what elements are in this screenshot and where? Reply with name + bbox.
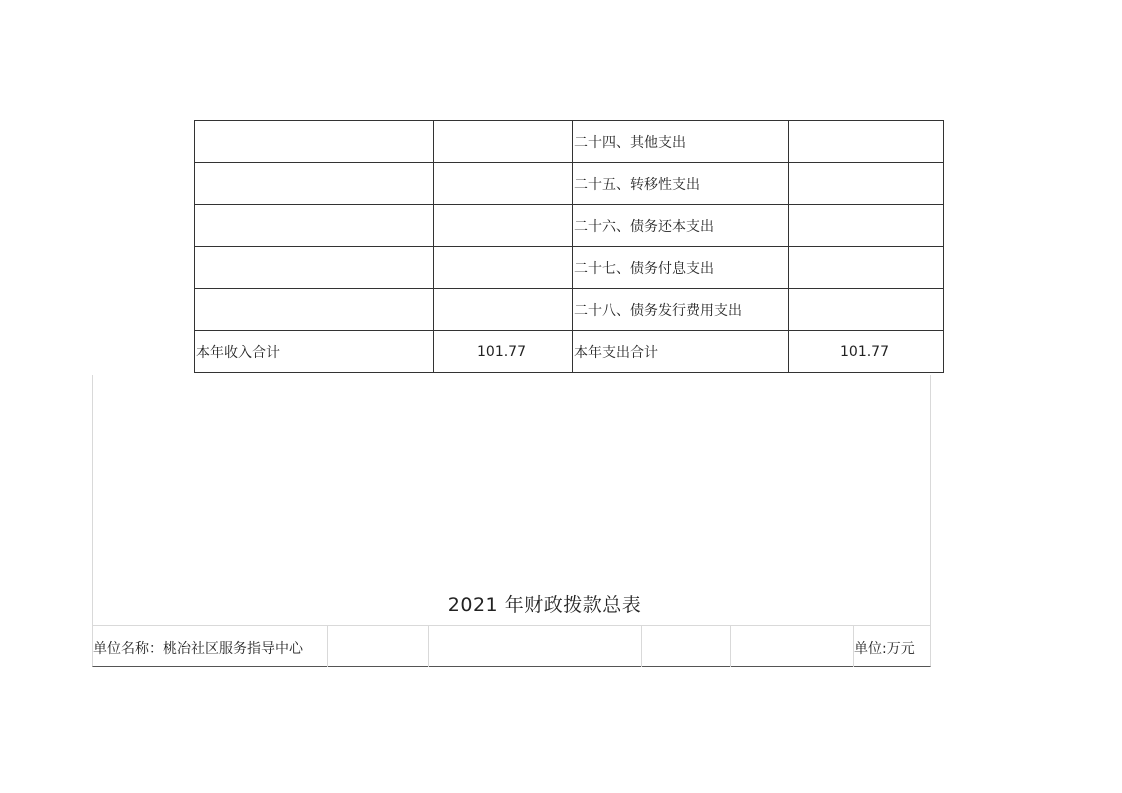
income-total-label: 本年收入合计 [195,331,434,373]
expense-amount-cell [789,205,944,247]
table-row [195,247,944,289]
expense-item-cell: 二十五、转移性支出 [573,163,789,205]
income-item-cell [195,163,434,205]
income-item-cell [195,205,434,247]
header-cell-empty [429,626,642,667]
expense-amount-cell [789,247,944,289]
unit-header-row [92,625,931,667]
income-amount-cell [434,247,573,289]
table-row [195,289,944,331]
expense-item-cell: 二十四、其他支出 [573,121,789,163]
header-cell-empty [328,626,429,667]
income-item-cell [195,289,434,331]
expense-total-value: 101.77 [789,331,944,373]
expense-amount-cell [789,289,944,331]
unit-label-text: 单位:万元 [854,641,915,657]
income-amount-cell [434,121,573,163]
unit-name-text: 单位名称：桃冶社区服务指导中心 [93,641,303,657]
expense-total-label: 本年支出合计 [573,331,789,373]
table-row [195,163,944,205]
header-cell-empty [731,626,854,667]
income-total-value: 101.77 [434,331,573,373]
income-amount-cell [434,289,573,331]
expense-amount-cell [789,121,944,163]
budget-summary-table [194,120,944,373]
income-item-cell [195,247,434,289]
table-row [195,205,944,247]
table-row [195,121,944,163]
expense-item-cell: 二十六、债务还本支出 [573,205,789,247]
page-title: 2021 年财政拨款总表 [447,594,642,616]
income-item-cell [195,121,434,163]
income-amount-cell [434,205,573,247]
expense-item-cell: 二十七、债务付息支出 [573,247,789,289]
expense-amount-cell [789,163,944,205]
header-cell-unit-name [93,626,328,667]
expense-item-cell: 二十八、债务发行费用支出 [573,289,789,331]
header-cell-empty [642,626,731,667]
sheet-blank-area [92,375,931,625]
totals-row [195,331,944,373]
income-amount-cell [434,163,573,205]
